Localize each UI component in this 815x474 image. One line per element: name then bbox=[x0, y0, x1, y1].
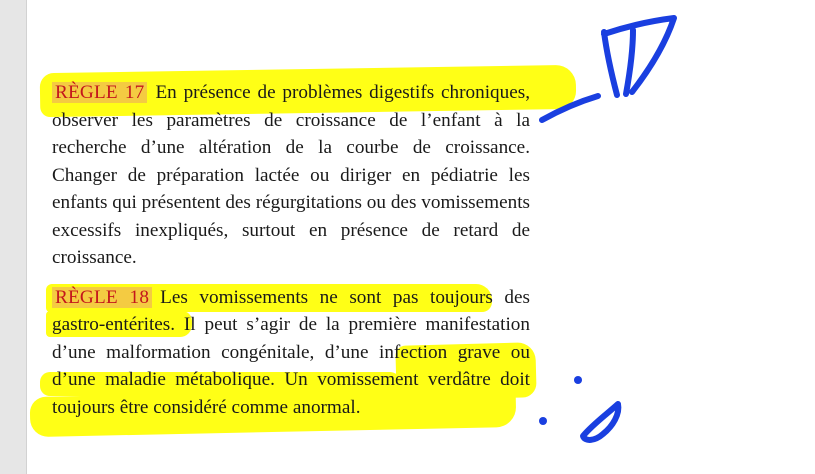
rule-17-paragraph bbox=[52, 79, 530, 272]
handwritten-18-mark bbox=[583, 404, 618, 440]
rule-18-label: RÈGLE 18 bbox=[52, 287, 152, 308]
document-body bbox=[52, 79, 530, 421]
ink-dot bbox=[574, 376, 582, 384]
ink-dot bbox=[539, 417, 547, 425]
left-gutter bbox=[0, 0, 27, 474]
rule-17-text: En présence de problèmes digestifs chroniques, observer les paramètres de croissance de l’enfant à la recherche d’une altération de la courbe de croissance. Changer de préparation lactée ou diriger en pédiatrie les enfants qui présentent des régurgitations ou des vomissements excessifs inexpliqués, surtout en présence de retard de croissance. bbox=[52, 82, 531, 268]
rule-18-text: Les vomissements ne sont pas toujours des gastro-entérites. Il peut s’agir de la première manifestation d’une malformation congénitale, d’une infection grave ou d’une maladie métabolique. Un vomissement verdâtre doit toujours être considéré comme anormal. bbox=[52, 286, 530, 418]
rule-17-label: RÈGLE 17 bbox=[52, 82, 147, 103]
rule-18-paragraph bbox=[52, 284, 530, 422]
